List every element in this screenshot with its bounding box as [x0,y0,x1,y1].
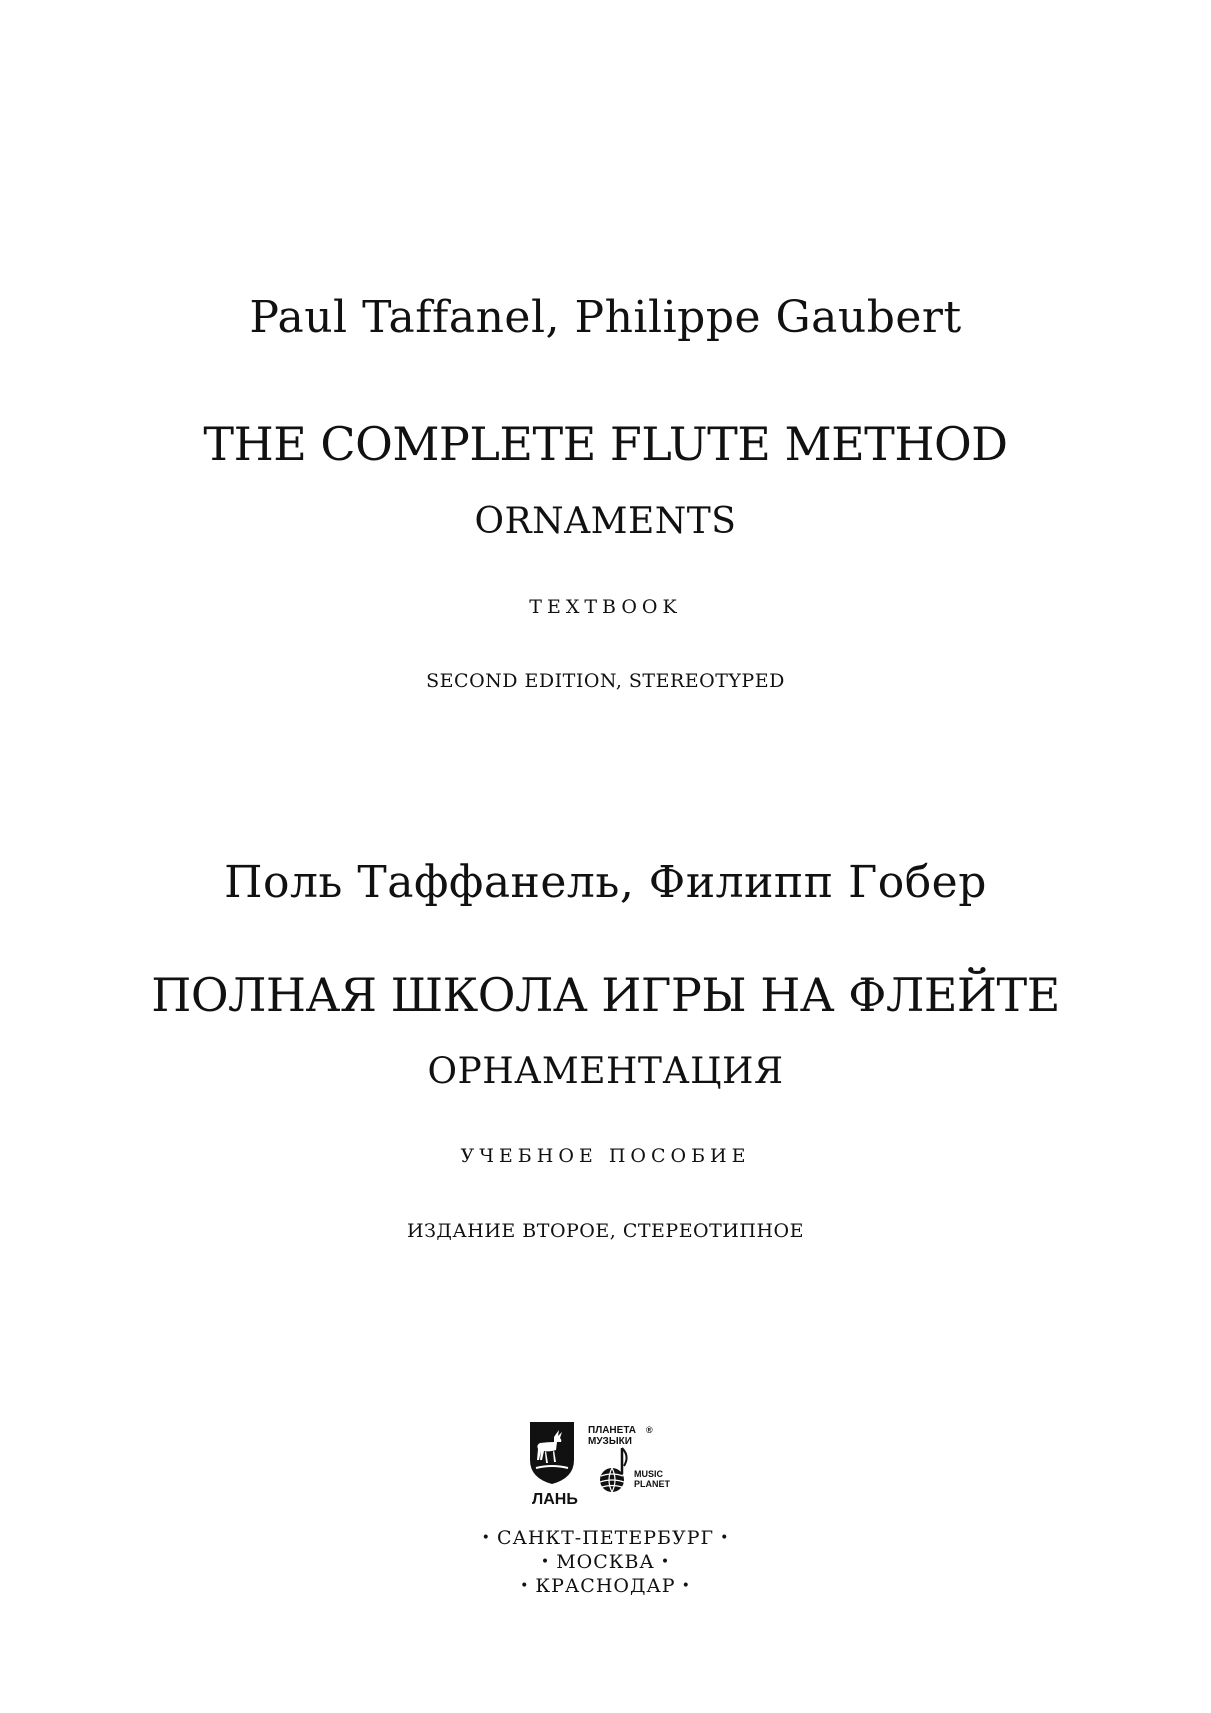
separator-dot: • [540,1554,551,1570]
english-title: THE COMPLETE FLUTE METHOD [203,417,1008,471]
english-genre: TEXTBOOK [529,596,682,618]
separator-dot: • [681,1578,691,1594]
city-line [0,1553,1211,1572]
music-planet-ru-line2: МУЗЫКИ [588,1436,632,1447]
publisher-logos [526,1420,686,1512]
registered-mark: ® [646,1425,653,1435]
music-planet-ru-line1: ПЛАНЕТА [588,1425,637,1436]
separator-dot: • [481,1530,491,1546]
city-line [0,1577,1211,1596]
music-planet-logo [588,1426,688,1506]
russian-genre: УЧЕБНОЕ ПОСОБИЕ [460,1145,751,1167]
russian-subtitle: ОРНАМЕНТАЦИЯ [427,1051,784,1092]
music-note-globe-icon [596,1446,630,1494]
city-name: КРАСНОДАР [535,1575,676,1597]
city-line [0,1529,1211,1548]
separator-dot: • [520,1578,530,1594]
city-name: МОСКВА [556,1551,655,1573]
english-edition: SECOND EDITION, STEREOTYPED [426,670,785,692]
separator-dot: • [720,1530,730,1546]
russian-authors: Поль Таффанель, Филипп Гобер [224,857,987,908]
english-subtitle: ORNAMENTS [474,501,737,542]
russian-edition: ИЗДАНИЕ ВТОРОЕ, СТЕРЕОТИПНОЕ [407,1220,804,1242]
separator-dot: • [660,1554,671,1570]
lan-logo [526,1420,578,1510]
lan-logo-text: ЛАНЬ [532,1491,578,1508]
music-planet-en-line2: PLANET [634,1479,670,1489]
deer-shield-icon [526,1420,578,1486]
city-name: САНКТ-ПЕТЕРБУРГ [496,1527,715,1549]
english-authors: Paul Taffanel, Philippe Gaubert [249,292,962,343]
music-planet-en-line1: MUSIC [634,1469,663,1479]
russian-title: ПОЛНАЯ ШКОЛА ИГРЫ НА ФЛЕЙТЕ [151,968,1060,1022]
